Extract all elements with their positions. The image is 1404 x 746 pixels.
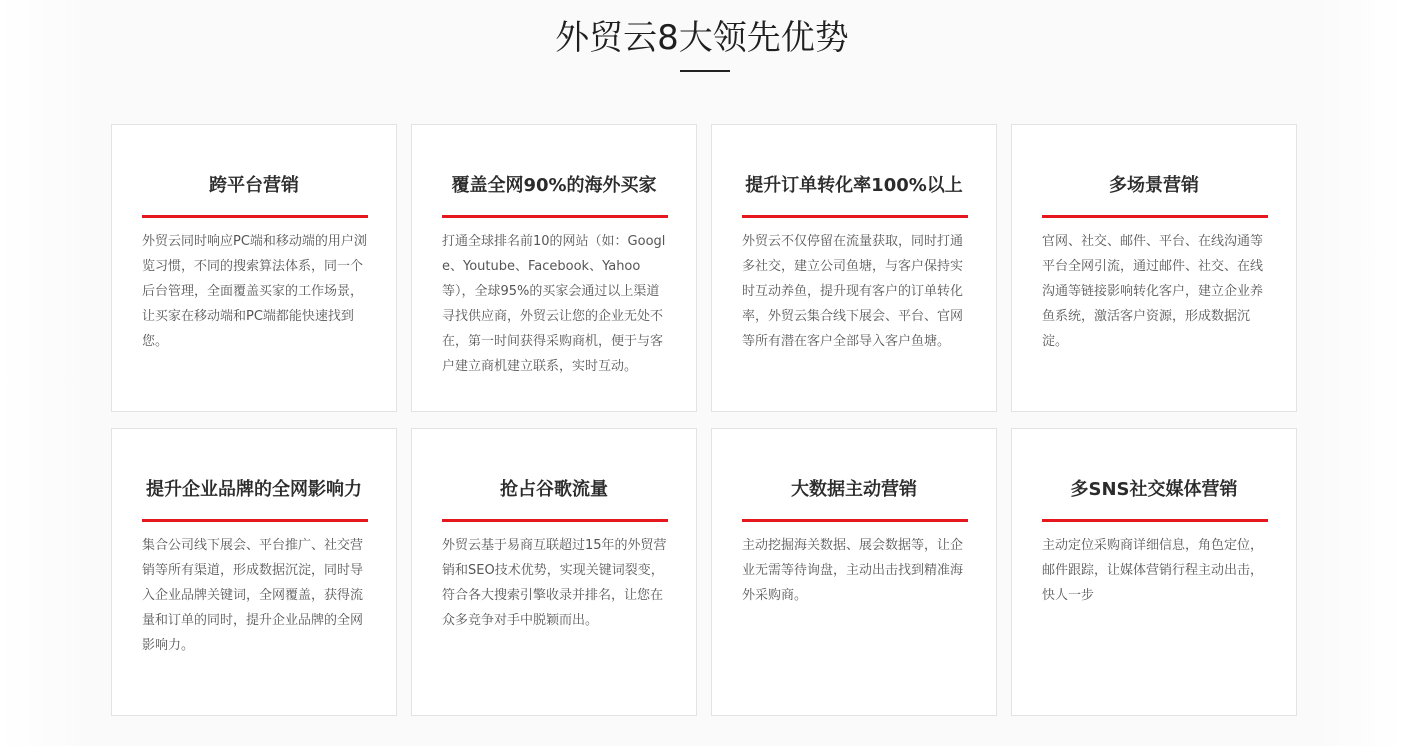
card-accent-bar [142, 519, 368, 522]
card-accent-bar [442, 215, 668, 218]
card-title: 多场景营销 [1109, 175, 1199, 196]
card-title: 覆盖全网90%的海外买家 [451, 175, 657, 196]
card-title: 多SNS社交媒体营销 [1070, 479, 1238, 500]
advantage-card-big-data [711, 428, 997, 716]
card-description: 外贸云不仅停留在流量获取，同时打通多社交，建立公司鱼塘，与客户保持实时互动养鱼，提升现有客户的订单转化率，外贸云集合线下展会、平台、官网等所有潜在客户全部导入客户鱼塘。 [742, 234, 964, 349]
advantage-card-cross-platform [111, 124, 397, 412]
card-accent-bar [742, 215, 968, 218]
advantage-card-conversion [711, 124, 997, 412]
card-title: 大数据主动营销 [791, 479, 917, 500]
card-accent-bar [142, 215, 368, 218]
card-title: 跨平台营销 [209, 175, 299, 196]
advantage-card-sns-marketing [1011, 428, 1297, 716]
card-accent-bar [1042, 519, 1268, 522]
card-accent-bar [442, 519, 668, 522]
advantage-card-brand-influence [111, 428, 397, 716]
advantage-card-global-buyers [411, 124, 697, 412]
card-description: 主动挖掘海关数据、展会数据等，让企业无需等待询盘，主动出击找到精准海外采购商。 [742, 538, 964, 603]
card-description: 官网、社交、邮件、平台、在线沟通等平台全网引流，通过邮件、社交、在线沟通等链接影响转化客户，建立企业养鱼系统，激活客户资源，形成数据沉淀。 [1042, 234, 1264, 349]
advantage-card-google-traffic [411, 428, 697, 716]
card-description: 主动定位采购商详细信息，角色定位，邮件跟踪，让媒体营销行程主动出击，快人一步 [1042, 538, 1264, 603]
card-title: 提升企业品牌的全网影响力 [146, 479, 362, 500]
title-underline [680, 70, 730, 72]
section-title: 外贸云8大领先优势 [555, 18, 849, 58]
advantage-card-multi-scenario [1011, 124, 1297, 412]
card-description: 外贸云同时响应PC端和移动端的用户浏览习惯，不同的搜索算法体系，同一个后台管理，全面覆盖买家的工作场景，让买家在移动端和PC端都能快速找到您。 [142, 234, 367, 349]
card-description: 打通全球排名前10的网站（如：Google、Youtube、Facebook、Yahoo等），全球95%的买家会通过以上渠道寻找供应商，外贸云让您的企业无处不在，第一时间获得采购商机，便于与客户建立商机建立联系，实时互动。 [442, 234, 666, 374]
card-accent-bar [1042, 215, 1268, 218]
card-title: 提升订单转化率100%以上 [745, 175, 963, 196]
card-description: 外贸云基于易商互联超过15年的外贸营销和SEO技术优势，实现关键词裂变，符合各大搜索引擎收录并排名，让您在众多竞争对手中脱颖而出。 [442, 538, 667, 628]
card-description: 集合公司线下展会、平台推广、社交营销等所有渠道，形成数据沉淀，同时导入企业品牌关键词，全网覆盖，获得流量和订单的同时，提升企业品牌的全网影响力。 [142, 538, 364, 653]
card-accent-bar [742, 519, 968, 522]
card-title: 抢占谷歌流量 [500, 479, 608, 500]
advantages-grid [111, 124, 1299, 718]
